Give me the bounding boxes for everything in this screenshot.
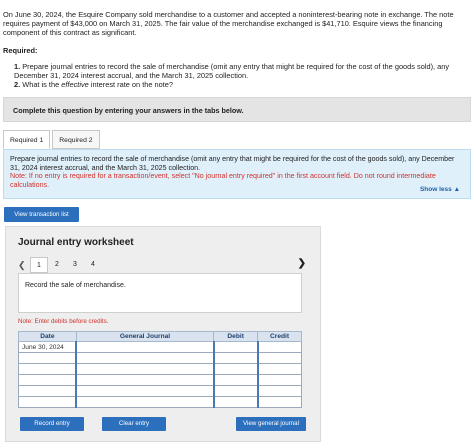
requirement-tabs <box>3 130 100 149</box>
account-input[interactable] <box>76 353 213 364</box>
table-row <box>19 397 302 408</box>
table-row <box>19 386 302 397</box>
header-general-journal: General Journal <box>76 332 213 342</box>
required-item-number: 1. <box>14 62 21 71</box>
record-entry-button[interactable]: Record entry <box>20 417 84 431</box>
date-cell <box>19 375 77 386</box>
page-2[interactable]: 2 <box>55 261 59 268</box>
required-item-text-after: interest rate on the note? <box>88 80 174 89</box>
instructions-text: Prepare journal entries to record the sale of merchandise (omit any entry that might be required for the cost of the goods sold), any December 31, 2024 interest accrual, and the March 31, 2025 collection. <box>10 155 455 172</box>
debit-input[interactable] <box>214 375 258 386</box>
account-input[interactable] <box>76 342 213 353</box>
page-4[interactable]: 4 <box>91 261 95 268</box>
view-transaction-list-button[interactable]: View transaction list <box>4 207 79 222</box>
date-cell <box>19 353 77 364</box>
clear-entry-button[interactable]: Clear entry <box>102 417 166 431</box>
date-cell <box>19 397 77 408</box>
credit-input[interactable] <box>258 397 302 408</box>
required-item-emphasis: effective <box>61 80 89 89</box>
account-input[interactable] <box>76 375 213 386</box>
credit-input[interactable] <box>258 364 302 375</box>
debit-input[interactable] <box>214 353 258 364</box>
journal-table <box>18 331 302 408</box>
entry-description: Record the sale of merchandise. <box>18 273 302 313</box>
header-credit: Credit <box>258 332 302 342</box>
required-item-text: Prepare journal entries to record the sale of merchandise (omit any entry that might be required for the cost of the goods sold), any December 31, 2024 interest accrual, and the March 31, 2025 collection. <box>14 62 450 80</box>
table-row <box>19 364 302 375</box>
required-heading: Required: <box>3 46 38 55</box>
instructions-note: Note: If no entry is required for a transaction/event, select "No journal entry required" in the first account field. Do not round intermediate calculations. <box>10 172 436 189</box>
journal-header-row <box>19 332 302 342</box>
debit-note: Note: Enter debits before credits. <box>18 318 109 325</box>
tab-required-1[interactable]: Required 1 <box>3 130 50 149</box>
view-general-journal-button[interactable]: View general journal <box>236 417 306 431</box>
credit-input[interactable] <box>258 342 302 353</box>
chevron-left-icon[interactable]: ❮ <box>18 259 26 270</box>
show-less-link[interactable]: Show less ▲ <box>419 186 460 194</box>
instructions-panel <box>3 149 471 199</box>
date-cell <box>19 386 77 397</box>
header-debit: Debit <box>214 332 258 342</box>
debit-input[interactable] <box>214 386 258 397</box>
account-input[interactable] <box>76 386 213 397</box>
required-item-2 <box>14 80 469 89</box>
chevron-right-icon[interactable]: ❯ <box>297 258 306 269</box>
journal-entry-worksheet <box>5 226 321 442</box>
required-item-1 <box>14 62 469 80</box>
instruction-bar: Complete this question by entering your answers in the tabs below. <box>3 97 471 122</box>
page-1[interactable]: 1 <box>30 257 48 273</box>
date-cell[interactable]: June 30, 2024 <box>19 342 77 353</box>
required-item-text-before: What is the <box>22 80 62 89</box>
worksheet-pager <box>18 257 102 273</box>
required-item-number: 2. <box>14 80 21 89</box>
table-row <box>19 353 302 364</box>
credit-input[interactable] <box>258 375 302 386</box>
account-input[interactable] <box>76 364 213 375</box>
table-row <box>19 375 302 386</box>
required-list <box>14 62 469 89</box>
debit-input[interactable] <box>214 342 258 353</box>
credit-input[interactable] <box>258 353 302 364</box>
credit-input[interactable] <box>258 386 302 397</box>
page-3[interactable]: 3 <box>73 261 77 268</box>
problem-statement: On June 30, 2024, the Esquire Company sold merchandise to a customer and accepted a noninterest-bearing note in exchange. The note requires payment of $43,000 on March 31, 2025. The fair value of the merchandise exchanged is $41,710. Esquire views the financing component of this contract as significant. <box>3 10 454 38</box>
tab-required-2[interactable]: Required 2 <box>52 130 99 149</box>
worksheet-title: Journal entry worksheet <box>18 237 134 248</box>
header-date: Date <box>19 332 77 342</box>
debit-input[interactable] <box>214 397 258 408</box>
table-row <box>19 342 302 353</box>
account-input[interactable] <box>76 397 213 408</box>
debit-input[interactable] <box>214 364 258 375</box>
date-cell <box>19 364 77 375</box>
